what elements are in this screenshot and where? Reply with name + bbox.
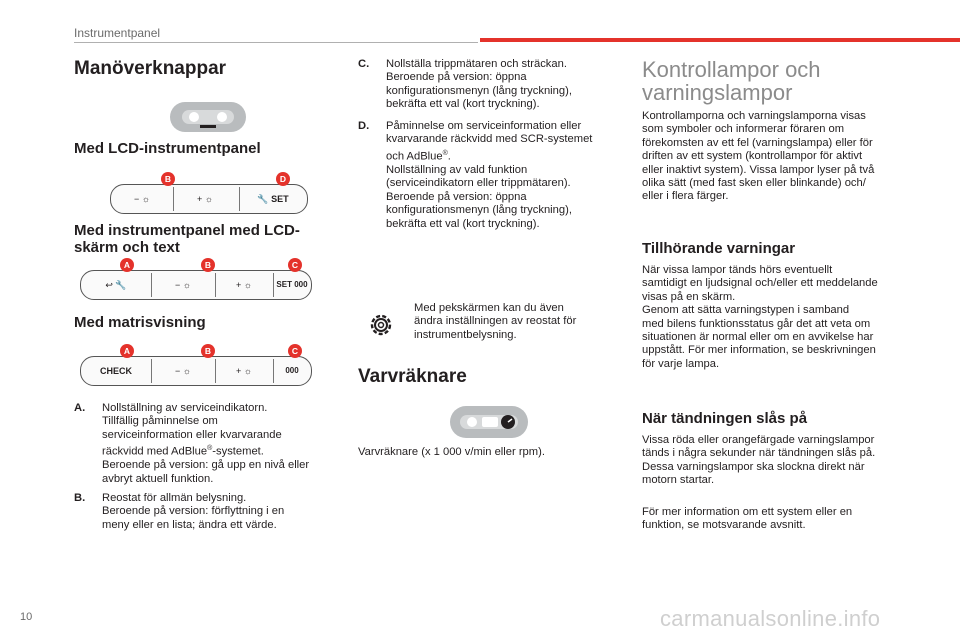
text-line: Beroende på version: öppna: [386, 71, 527, 84]
text-line: instrumentbelysning.: [414, 328, 517, 341]
item-b: [74, 492, 334, 534]
item-letter: B.: [74, 492, 86, 504]
text-line: samtidigt en ljudsignal och/eller ett meddelande: [642, 277, 878, 290]
panel-separator: [215, 359, 216, 383]
trip-000-button[interactable]: 000: [285, 366, 299, 375]
text-line: driften av ett system (kontrollampor för aktivt: [642, 150, 863, 163]
dimmer-plus-button[interactable]: + ☼: [196, 194, 213, 204]
text-line: visas på en skärm.: [642, 290, 736, 303]
text-line: Tillfällig påminnelse om: [102, 415, 218, 428]
text-line: motorn startar.: [642, 474, 715, 487]
text-line: Med pekskärmen kan du även: [414, 302, 564, 314]
panel-separator: [151, 273, 152, 297]
text-line: När vissa lampor tänds hörs eventuellt: [642, 264, 833, 276]
registered-mark: ®: [442, 149, 448, 157]
marker-c: C: [288, 344, 302, 358]
text-line: Beroende på version: gå upp en nivå eller: [102, 459, 310, 472]
text-line: med bilens funktionsstatus går det att veta om: [642, 317, 871, 330]
dimmer-minus-button[interactable]: − ☼: [174, 366, 191, 376]
text-line: (serviceindikatorn eller trippmätaren).: [386, 177, 571, 190]
controls-location-illustration: [170, 102, 246, 132]
text-line: konfigurationsmenyn (lång tryckning),: [386, 84, 572, 97]
text-line: För mer information om ett system eller en: [642, 506, 853, 518]
set-label: SET: [271, 194, 289, 204]
heading-line: Med instrumentpanel med LCD-: [74, 222, 300, 239]
text-line: tänds i några sekunder när tändningen slås på.: [642, 447, 876, 460]
ignition-text: [642, 434, 912, 488]
text-line: Dessa varningslampor ska slockna direkt när: [642, 460, 865, 473]
text-line: eller inaktivt system). Vissa lampor lyser på två: [642, 163, 875, 176]
text-line: bekräfta ett val (kort tryckning).: [386, 217, 540, 230]
text-line: avbryt aktuell funktion.: [102, 472, 214, 485]
ignition-heading: När tändningen slås på: [642, 410, 808, 427]
text-line: Kontrollamporna och varningslamporna visas: [642, 110, 866, 122]
more-info-text: [642, 506, 912, 533]
watermark: carmanualsonline.info: [660, 606, 881, 631]
panel-separator: [215, 273, 216, 297]
text-line: konfigurationsmenyn (lång tryckning),: [386, 204, 572, 217]
panel-separator: [273, 273, 274, 297]
marker-b: B: [201, 258, 215, 272]
text-line: Nollställa trippmätaren och sträckan.: [386, 58, 567, 70]
dashboard-icon: [170, 102, 246, 132]
set-000-button[interactable]: SET 000: [276, 280, 308, 289]
text-line: Reostat för allmän belysning.: [102, 492, 247, 504]
text-line: Vissa röda eller orangefärgade varningslampor: [642, 434, 875, 446]
panel-separator: [273, 359, 274, 383]
dimmer-minus-button[interactable]: − ☼: [174, 280, 191, 290]
text-line: Genom att sätta varningstypen i samband: [642, 304, 850, 317]
matrix-control-panel: [80, 356, 312, 386]
item-c: [358, 58, 618, 116]
text-line: bekräfta ett val (kort tryckning).: [386, 98, 540, 111]
panel-separator: [151, 359, 152, 383]
text-line: Nollställning av vald funktion: [386, 163, 528, 176]
item-text: [102, 402, 309, 486]
tachometer-text: Varvräknare (x 1 000 v/min eller rpm).: [358, 446, 545, 458]
dimmer-minus-button[interactable]: − ☼: [133, 194, 150, 204]
lcd-text-control-panel: [80, 270, 312, 300]
text-line: situationen är normal eller om en avvikelse har: [642, 331, 874, 344]
registered-mark: ®: [207, 445, 213, 453]
item-letter: D.: [358, 120, 370, 132]
item-d: [358, 120, 618, 238]
tachometer-heading: Varvräknare: [358, 366, 467, 387]
lcd-control-panel: [110, 184, 308, 214]
item-a: [74, 402, 334, 498]
title-line: Kontrollampor och: [642, 57, 821, 82]
heading-line: skärm och text: [74, 239, 180, 256]
text-line: serviceinformation eller kvarvarande: [102, 428, 282, 441]
text-line: för varje lampa.: [642, 357, 720, 370]
text-line: eller i flera färger.: [642, 190, 729, 203]
settings-gear-icon: [366, 310, 396, 340]
page-header-title: Instrumentpanel: [74, 26, 161, 40]
matrix-panel-heading: Med matrisvisning: [74, 314, 206, 331]
text-line: funktion, se motsvarande avsnitt.: [642, 519, 806, 532]
touchscreen-note: [414, 302, 614, 342]
lcd-panel-heading: Med LCD-instrumentpanel: [74, 140, 261, 157]
text-line: uppstått. För mer information, se beskrivningen: [642, 344, 876, 357]
marker-a: A: [120, 258, 134, 272]
text-line: Nollställning av serviceindikatorn.: [102, 402, 268, 414]
associated-warnings-text: [642, 264, 912, 371]
text-line: -systemet.: [212, 445, 264, 458]
lcd-text-panel-heading: [74, 222, 300, 256]
text-line: olika sätt (med fast sken eller blinkande) och/: [642, 177, 866, 190]
warning-lamps-title: [642, 58, 821, 104]
header-accent-bar: [480, 38, 960, 42]
item-letter: A.: [74, 402, 86, 414]
text-line: räckvidd med AdBlue: [102, 445, 208, 458]
item-text: [102, 492, 284, 532]
marker-c: C: [288, 258, 302, 272]
text-line: ändra inställningen av reostat för: [414, 315, 577, 328]
dimmer-plus-button[interactable]: + ☼: [235, 366, 252, 376]
header-divider: [74, 42, 478, 43]
text-line: förekomsten av ett fel (varningslampa) eller för: [642, 136, 873, 149]
service-set-button[interactable]: 🔧 SET: [257, 194, 289, 204]
item-text: [386, 120, 592, 231]
check-button[interactable]: CHECK: [99, 366, 132, 376]
panel-separator: [173, 187, 174, 211]
marker-b: B: [161, 172, 175, 186]
text-line: och AdBlue: [386, 150, 443, 163]
controls-heading: Manöverknappar: [74, 58, 227, 79]
marker-b: B: [201, 344, 215, 358]
text-line: Beroende på version: förflyttning i en: [102, 505, 285, 518]
text-line: Beroende på version: öppna: [386, 190, 527, 203]
warning-lamps-intro: [642, 110, 912, 204]
item-letter: C.: [358, 58, 370, 70]
dashboard-icon: [450, 406, 528, 438]
tachometer-location-illustration: [450, 406, 528, 438]
text-line: som symboler och informerar föraren om: [642, 123, 845, 136]
text-line: Påminnelse om serviceinformation eller: [386, 120, 582, 132]
marker-a: A: [120, 344, 134, 358]
reset-button[interactable]: ↩ 🔧: [105, 280, 127, 290]
dimmer-plus-button[interactable]: + ☼: [235, 280, 252, 290]
panel-separator: [239, 187, 240, 211]
page-number: 10: [20, 611, 33, 623]
text-line: meny eller en lista; ändra ett värde.: [102, 518, 277, 531]
item-text: [386, 58, 572, 112]
associated-warnings-heading: Tillhörande varningar: [642, 240, 796, 257]
marker-d: D: [276, 172, 290, 186]
title-line: varningslampor: [642, 80, 793, 105]
text-line: kvarvarande räckvidd med SCR-systemet: [386, 133, 593, 146]
text-line: .: [447, 150, 451, 163]
